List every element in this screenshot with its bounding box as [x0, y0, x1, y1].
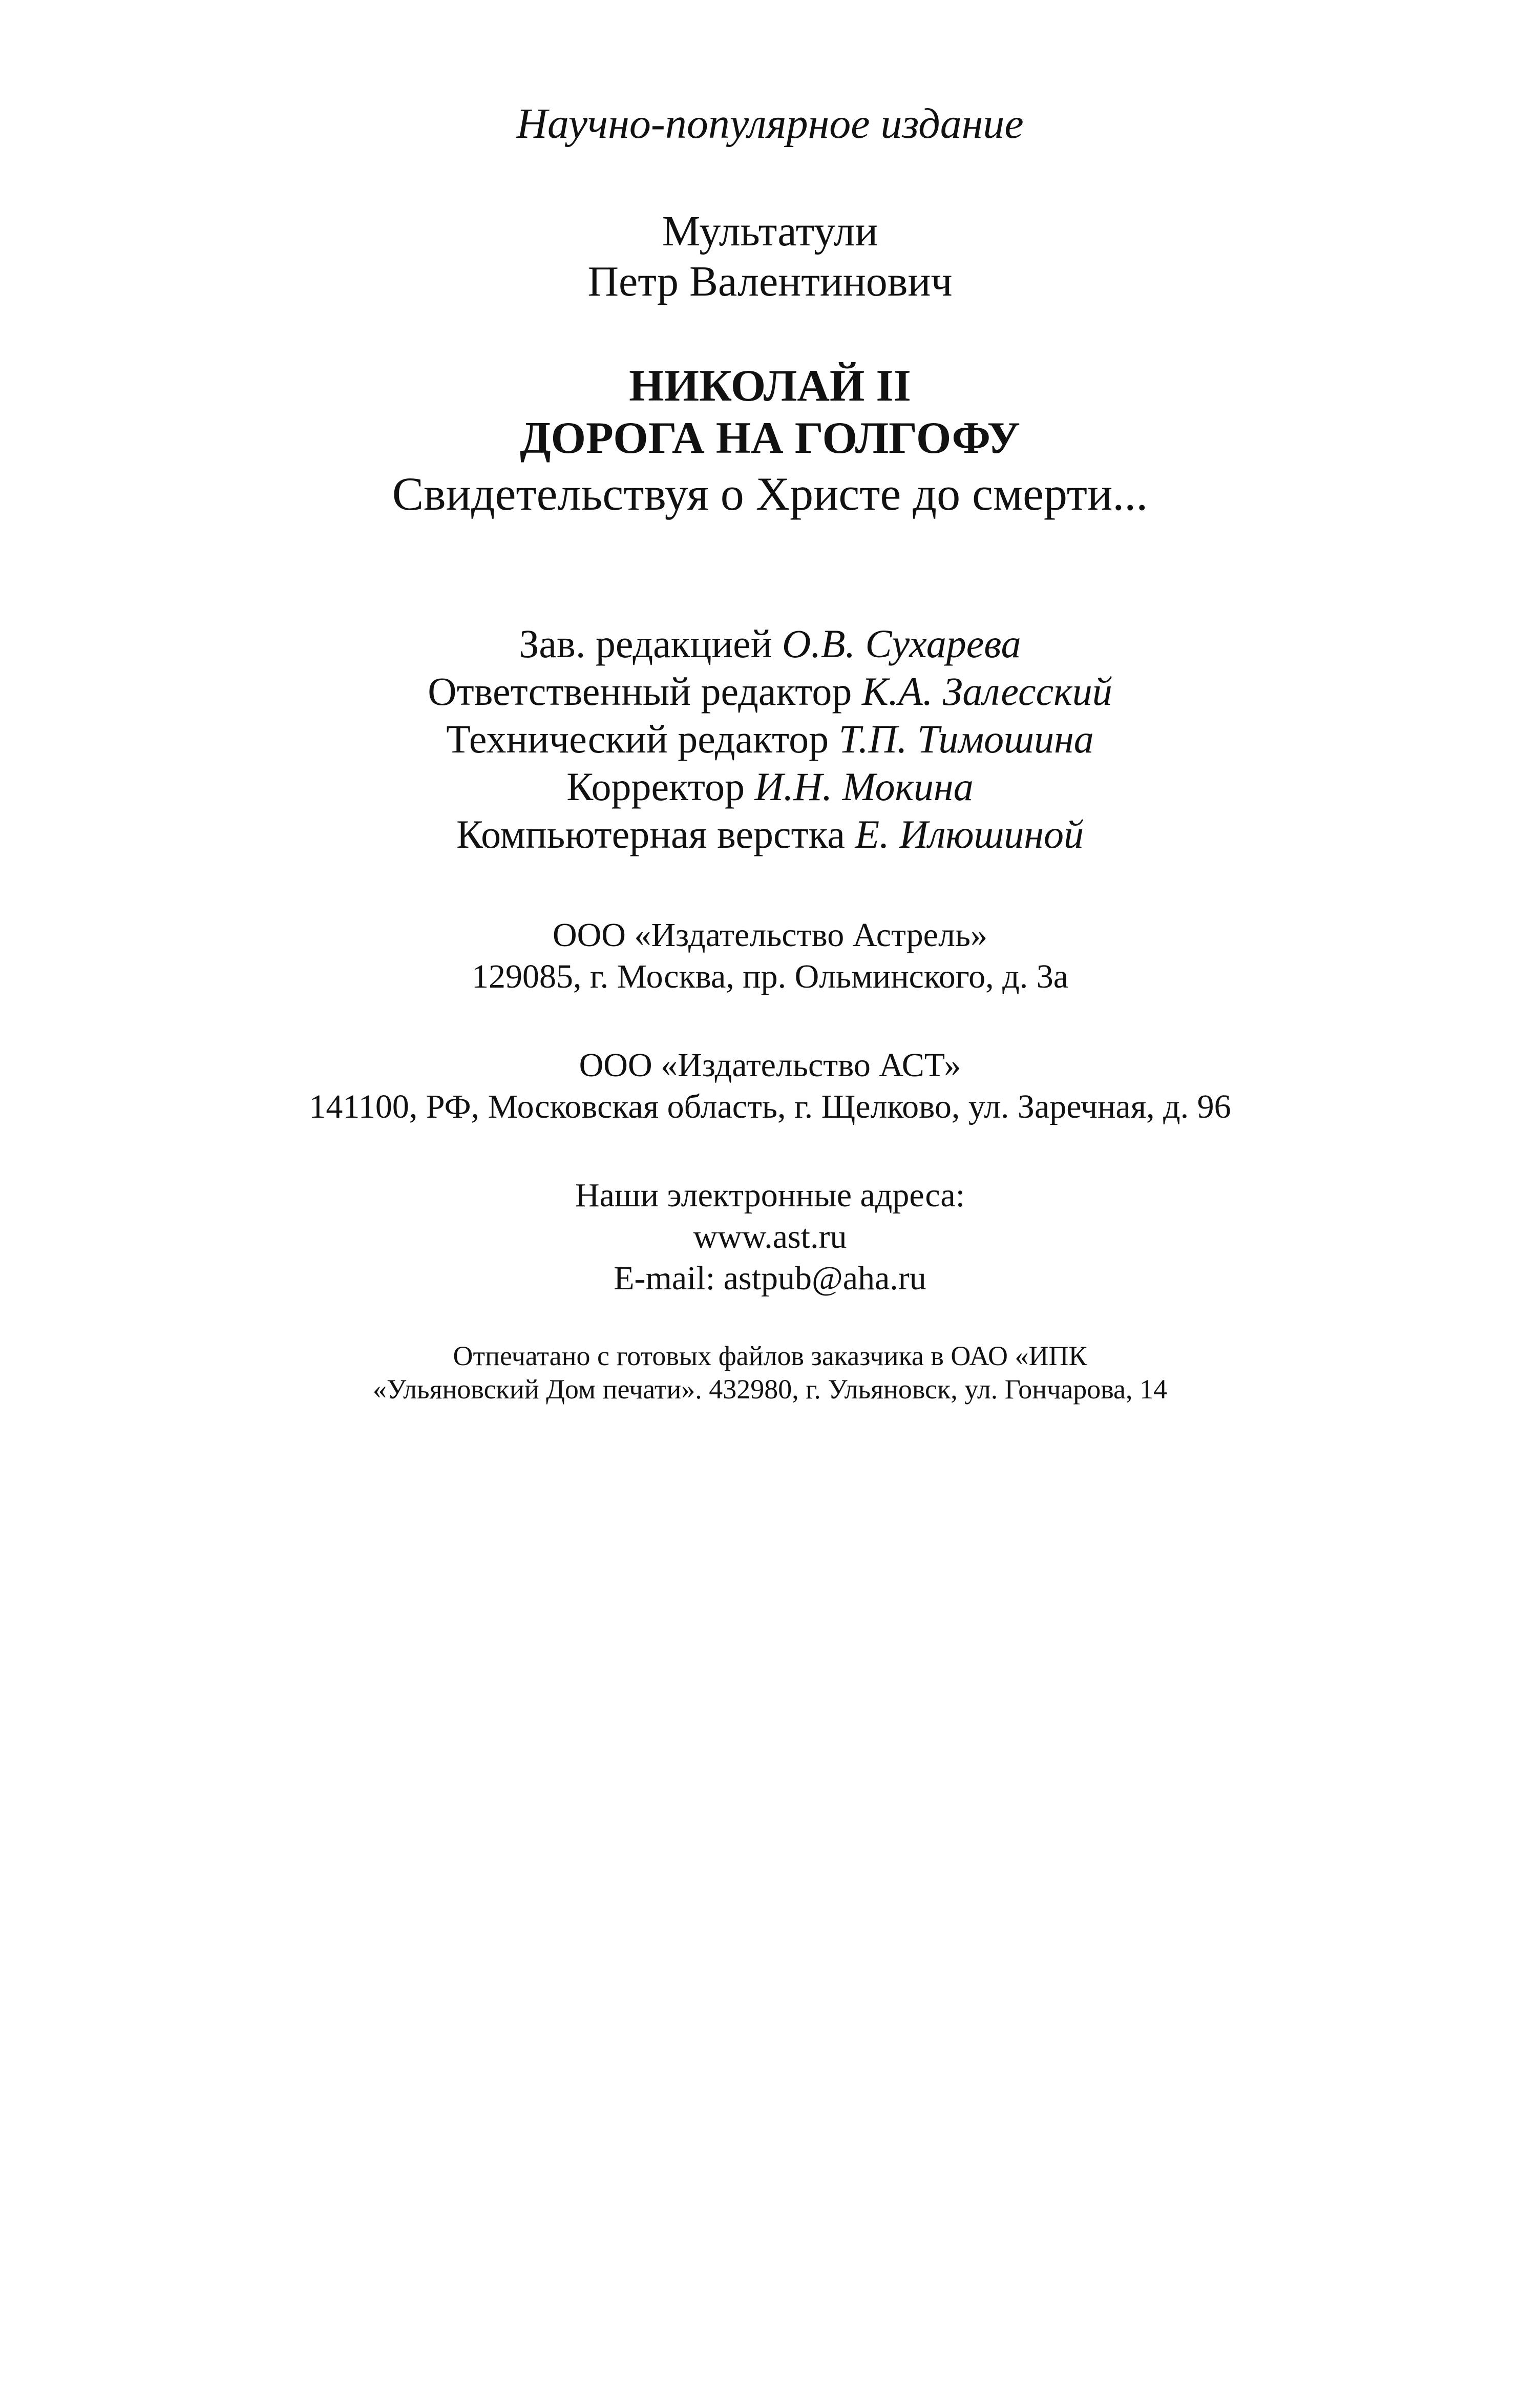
web-heading: Наши электронные адреса:	[575, 1177, 965, 1214]
credit-role: Зав. редакцией	[519, 621, 783, 666]
credit-person: И.Н. Мокина	[754, 764, 974, 809]
credit-line	[0, 621, 1540, 666]
credit-person: Е. Илюшиной	[855, 812, 1084, 856]
website-url: www.ast.ru	[693, 1218, 847, 1255]
credit-line	[0, 814, 1540, 854]
publisher-name: ООО «Издательство Астрель»	[552, 916, 987, 954]
publisher-address: 141100, РФ, Московская область, г. Щелково, ул. Заречная, д. 96	[309, 1088, 1231, 1125]
email-address: E-mail: astpub@aha.ru	[614, 1260, 926, 1297]
book-subtitle: Свидетельствуя о Христе до смерти...	[392, 468, 1148, 520]
book-title-line-1: НИКОЛАЙ II	[629, 361, 911, 411]
credit-person: О.В. Сухарева	[782, 621, 1021, 666]
credit-line	[0, 764, 1540, 809]
credit-line	[0, 719, 1540, 759]
credit-line	[0, 669, 1540, 714]
author-surname: Мультатули	[662, 207, 878, 255]
credit-role: Ответственный редактор	[428, 669, 862, 714]
credit-person: Т.П. Тимошина	[838, 717, 1094, 761]
edition-type: Научно-популярное издание	[516, 100, 1024, 148]
credit-role: Технический редактор	[446, 717, 839, 761]
printing-info-line-1: Отпечатано с готовых файлов заказчика в ОАО «ИПК	[453, 1341, 1087, 1371]
publisher-name: ООО «Издательство АСТ»	[579, 1046, 961, 1084]
book-title-line-2: ДОРОГА НА ГОЛГОФУ	[520, 413, 1020, 463]
credit-person: К.А. Залесский	[861, 669, 1112, 714]
credit-role: Корректор	[566, 764, 755, 809]
printing-info-line-2: «Ульяновский Дом печати». 432980, г. Ульяновск, ул. Гончарова, 14	[372, 1374, 1168, 1405]
credit-role: Компьютерная верстка	[456, 812, 855, 856]
publisher-address: 129085, г. Москва, пр. Ольминского, д. 3а	[472, 958, 1068, 995]
author-name: Петр Валентинович	[587, 258, 953, 305]
